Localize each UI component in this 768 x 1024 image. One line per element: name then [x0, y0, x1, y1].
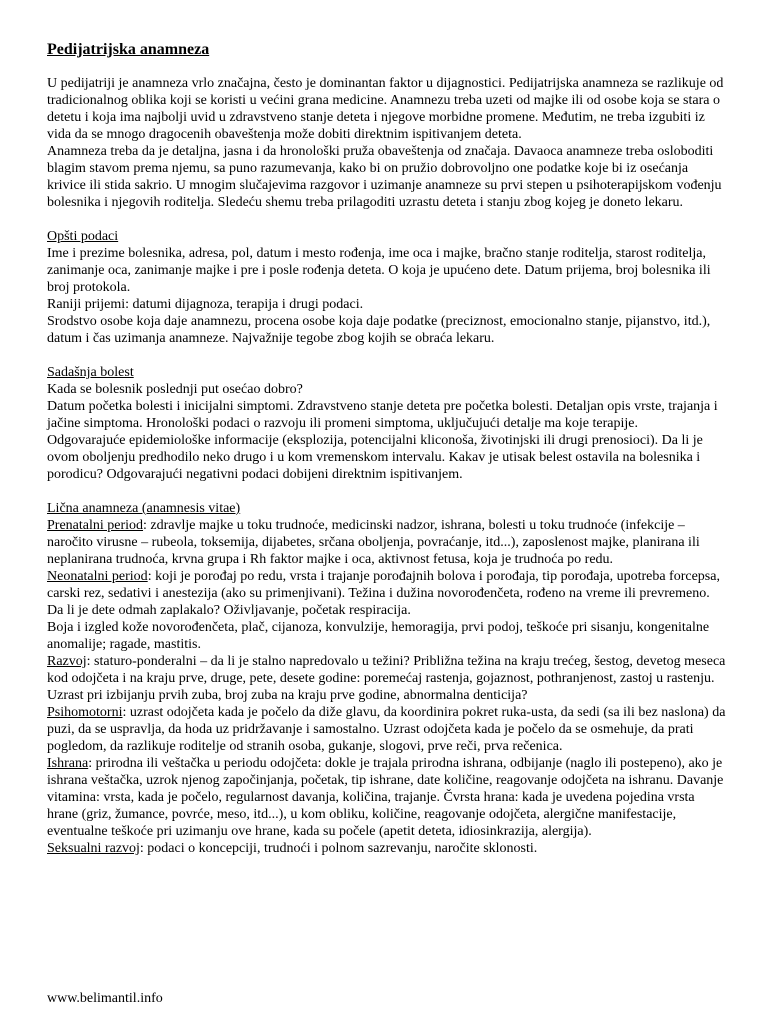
sadasnja-paragraph: Datum početka bolesti i inicijalni simptomi. Zdravstveno stanje deteta pre početka bolesti. Detaljan opis vrste, trajanja i jačine simptoma. Hronološki podaci o razvoju ili promeni simptoma, uključujući detalje ma koje terapije. — [47, 399, 718, 431]
footer-website: www.belimantil.info — [47, 991, 163, 1006]
opsti-paragraph: Ime i prezime bolesnika, adresa, pol, datum i mesto rođenja, ime oca i majke, bračno stanje roditelja, starost roditelja, zanimanje oca, zanimanje majke i pre i posle rođenja deteta. O koja je upućeno dete. Datum prijema, broj bolesnika ili broj protokola. — [47, 246, 711, 295]
seksualni-paragraph — [47, 840, 727, 857]
razvoj-paragraph — [47, 653, 727, 704]
section-heading-opsti: Opšti podaci — [47, 229, 119, 244]
razvoj-label: Razvoj — [47, 654, 87, 669]
intro-paragraph: Anamneza treba da je detaljna, jasna i da hronološki pruža obaveštenja od značaja. Davaoca anamneze treba osloboditi blagim stavom prema njemu, sa puno razumevanja, kako bi on pružio dobrovoljno one podatke koje bi iz osećanja krivice ili stida sakrio. U mnogim slučajevima razgovor i uzimanje anamneze su prvi stepen u psihoterapijskom vođenju bolesnika i njegovih roditelja. Sledeću shemu treba prilagoditi uzrastu deteta i stanju zbog kojeg je doneto lekaru. — [47, 144, 722, 210]
paragraph-gap — [47, 347, 727, 364]
prenatalni-label: Prenatalni period — [47, 518, 144, 533]
neonatalni-paragraph — [47, 568, 727, 619]
sadasnja-paragraph: Kada se bolesnik poslednji put osećao dobro? — [47, 382, 303, 397]
seksualni-text: : podaci o koncepciji, trudnoći i polnom sazrevanju, naročite sklonosti. — [139, 841, 538, 856]
sadasnja-paragraph: Odgovarajuće epidemiološke informacije (eksplozija, potencijalni kliconoša, životinjski ili drugi prenosioci). Da li je ovom oboljenju predhodilo neko drugo i u kom vremenskom intervalu. Kakav je utisak belest ostavila na bolesnika i porodicu? Odgovarajući negativni podaci dobijeni direktnim ispitivanjem. — [47, 433, 703, 482]
psihomotorni-label: Psihomotorni — [47, 705, 123, 720]
document-page — [47, 40, 727, 857]
psihomotorni-text: : uzrast odojčeta kada je počelo da diže glavu, da koordinira pokret ruka-usta, da sedi (sa ili bez naslona) da puzi, da se uspravlja, da hoda uz pridržavanje i samostalno. Uzrast odojčeta kada je počelo da se osmehuje, da prati pogledom, da razlikuje roditelje od stranih osoba, gukanje, slogovi, prve reči, prva rečenica. — [47, 705, 726, 754]
paragraph-gap — [47, 211, 727, 228]
ishrana-label: Ishrana — [47, 756, 89, 771]
opsti-paragraph: Srodstvo osobe koja daje anamnezu, procena osobe koja daje podatke (preciznost, emocionalno stanje, pijanstvo, itd.), datum i čas uzimanja anamneze. Najvažnije tegobe zbog kojih se obraća lekaru. — [47, 314, 711, 346]
ishrana-paragraph — [47, 755, 727, 840]
intro-paragraph: U pedijatriji je anamneza vrlo značajna, često je dominantan faktor u dijagnostici. Pedijatrijska anamneza se razlikuje od tradicionalnog oblika koji se koristi u većini grana medicine. Anamnezu treba uzeti od majke ili od osobe koja se stara o detetu i koja ima najbolji uvid u zdravstveno stanje deteta i njegove morbidne promene. Međutim, ne treba izgubiti iz vida da se mnogo dragocenih obaveštenja može dobiti direktnim ispitivanjem deteta. — [47, 76, 724, 142]
ishrana-text: : prirodna ili veštačka u periodu odojčeta: dokle je trajala prirodna ishrana, odbijanje (naglo ili postepeno), ako je ishrana veštačka, uzrok njenog započinjanja, početak, tip ishrane, date količine, reagovanje odojčeta na ishranu. Davanje vitamina: vrsta, kada je počelo, regularnost davanja, količina, trajanje. Čvrsta hrana: kada je uvedena pojedina vrsta hrane (griz, žumance, povrće, meso, itd...), u kom obliku, količine, reagovanje odojčeta, alergične manifestacije, eventualne teškoće pri uzimanju ove hrane, kada su počele (apetit deteta, idiosinkrazija, alergija). — [47, 756, 724, 839]
opsti-paragraph: Raniji prijemi: datumi dijagnoza, terapija i drugi podaci. — [47, 297, 364, 312]
section-heading-sadasnja: Sadašnja bolest — [47, 365, 134, 380]
prenatalni-paragraph — [47, 517, 727, 568]
razvoj-text: : staturo-ponderalni – da li je stalno napredovalo u težini? Približna težina na kraju trećeg, šestog, devetog meseca kod odojčeta i na kraju prve, druge, pete, desete godine: poremećaj rastenja, gojaznost, pothranjenost, zastoj u rastenju. Uzrast pri izbijanju prvih zuba, broj zuba na kraju prve godine, abnormalna denticija? — [47, 654, 726, 703]
paragraph-gap — [47, 483, 727, 500]
neonatalni-extra-paragraph: Boja i izgled kože novorođenčeta, plač, cijanoza, konvulzije, hemoragija, prvi podoj, teškoće pri sisanju, kongenitalne anomalije; ragade, mastitis. — [47, 620, 710, 652]
prenatalni-text: : zdravlje majke u toku trudnoće, medicinski nadzor, ishrana, bolesti u toku trudnoće (infekcije – naročito virusne – rubeola, toksemija, dijabetes, srčana oboljenja, povraćanje, itd...), zaposlenost majke, planirana ili neplanirana trudnoća, krvna grupa i Rh faktor majke i oca, aktivnost fetusa, koja je trudnoća po redu. — [47, 518, 700, 567]
seksualni-label: Seksualni razvoj — [47, 841, 140, 856]
neonatalni-text: : koji je porođaj po redu, vrsta i trajanje porođajnih bolova i porođaja, tip porođaja, upotreba forcepsa, carski rez, sedativi i anestezija (ako su primenjivani). Težina i dužina novorođenčeta, rođeno na vreme ili prevremeno. Da li je dete odmah zaplakalo? Oživljavanje, početak respiracija. — [47, 569, 720, 618]
neonatalni-label: Neonatalni period — [47, 569, 148, 584]
section-heading-licna: Lična anamneza (anamnesis vitae) — [47, 501, 241, 516]
page-title: Pedijatrijska anamneza — [47, 41, 210, 58]
psihomotorni-paragraph — [47, 704, 727, 755]
